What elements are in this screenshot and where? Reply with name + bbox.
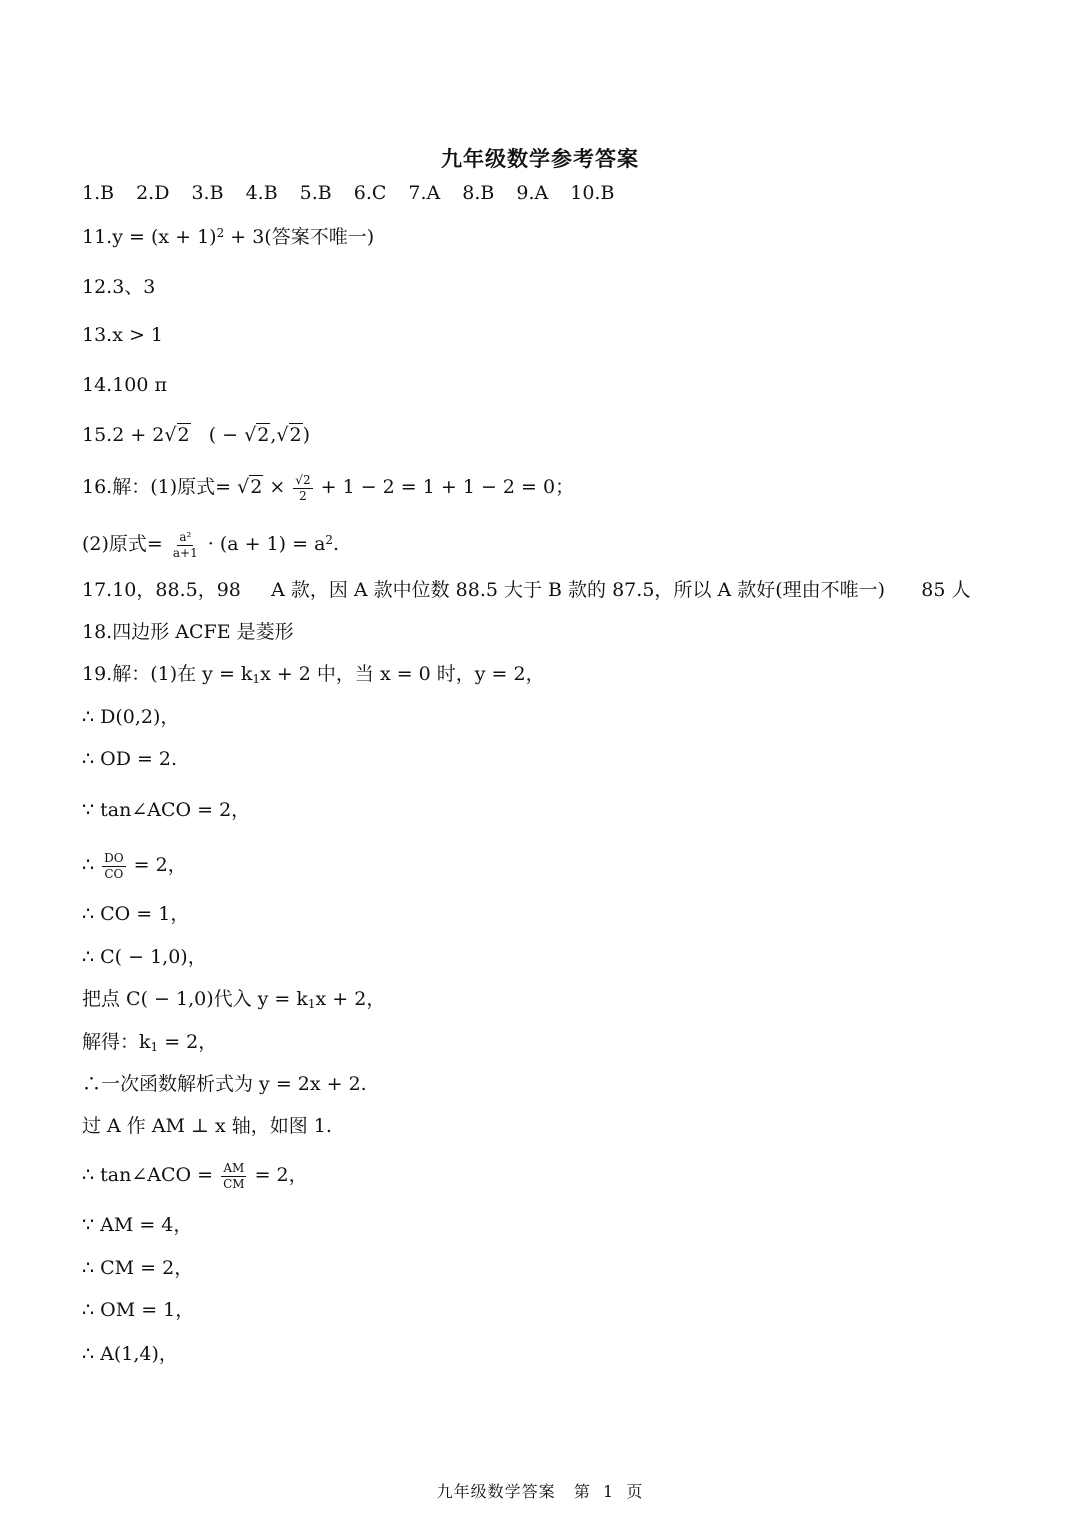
answer-15: 15.2 + 2√2 ( − √2,√2): [82, 424, 311, 446]
mc-answer: 6.C: [353, 182, 387, 204]
mc-answer: 1.B: [82, 182, 115, 204]
mc-answer: 4.B: [245, 182, 278, 204]
answer-16-part2: (2)原式= $\frac{\text{a²}}{a+1}$ · $(a + 1) = a^2$.: [82, 530, 340, 560]
answer-13: 13.x > 1: [82, 324, 164, 346]
answer-19-line: 过 A 作 AM ⊥ x 轴，如图 1.: [82, 1115, 332, 1137]
page-footer: 九年级数学答案 第 1 页: [436, 1482, 644, 1501]
answer-19-line: ∴ OD = 2.: [82, 748, 178, 770]
answer-16-part1: 16.解：(1)原式= √2 × $\frac{√2}{2}$ + 1 − 2 = 1 + 1 − 2 = 0；: [82, 473, 575, 503]
answer-11: $11.y = (x + 1)^2 + 3$(答案不唯一): [82, 226, 375, 248]
answer-19-line: ∴ $\frac{DO}{CO}$ = 2，: [82, 851, 187, 881]
answer-19-line: ∴ CO = 1，: [82, 903, 190, 925]
mc-answer: 7.A: [408, 182, 441, 204]
answer-19-line: ∴一次函数解析式为 y = 2x + 2.: [82, 1073, 367, 1095]
mc-answer: 8.B: [462, 182, 495, 204]
mc-answer: 10.B: [570, 182, 615, 204]
answer-19-line: 把点 C( − 1,0)代入 $y = k_1x + 2$，: [82, 988, 386, 1011]
mc-answer: 2.D: [136, 182, 170, 204]
answer-19-line: 解得：$k_1 = 2$，: [82, 1031, 218, 1054]
multiple-choice-answers: [82, 184, 636, 203]
page-title: 九年级数学参考答案: [441, 146, 639, 171]
answer-19-line: ∴ C( − 1,0)，: [82, 946, 207, 968]
answer-19-line: ∴ CM = 2，: [82, 1257, 194, 1279]
mc-answer: 5.B: [299, 182, 332, 204]
answer-19-line: ∴ tan∠ACO = $\frac{AM}{CM}$ = 2，: [82, 1161, 308, 1191]
answer-18: 18.四边形 ACFE 是菱形: [82, 621, 294, 643]
answer-19-line: ∴ OM = 1，: [82, 1299, 195, 1321]
mc-answer: 3.B: [191, 182, 224, 204]
answer-19-line: ∴ A(1,4)，: [82, 1343, 178, 1365]
answer-12: 12.3、3: [82, 276, 156, 298]
mc-answer: 9.A: [516, 182, 549, 204]
answer-19-line: ∴ D(0,2)，: [82, 706, 180, 728]
answer-19-line: ∵ tan∠ACO = 2，: [82, 799, 251, 821]
answer-19-line: 19.解：(1)在 $y = k_1x + 2$ 中，当 x = 0 时，y = 2，: [82, 663, 545, 686]
answer-17: 17.10，88.5，98 A 款，因 A 款中位数 88.5 大于 B 款的 87.5，所以 A 款好(理由不唯一) 85 人: [82, 579, 971, 601]
answer-14: 14.100 π: [82, 374, 168, 396]
answer-19-line: ∵ AM = 4，: [82, 1214, 193, 1236]
